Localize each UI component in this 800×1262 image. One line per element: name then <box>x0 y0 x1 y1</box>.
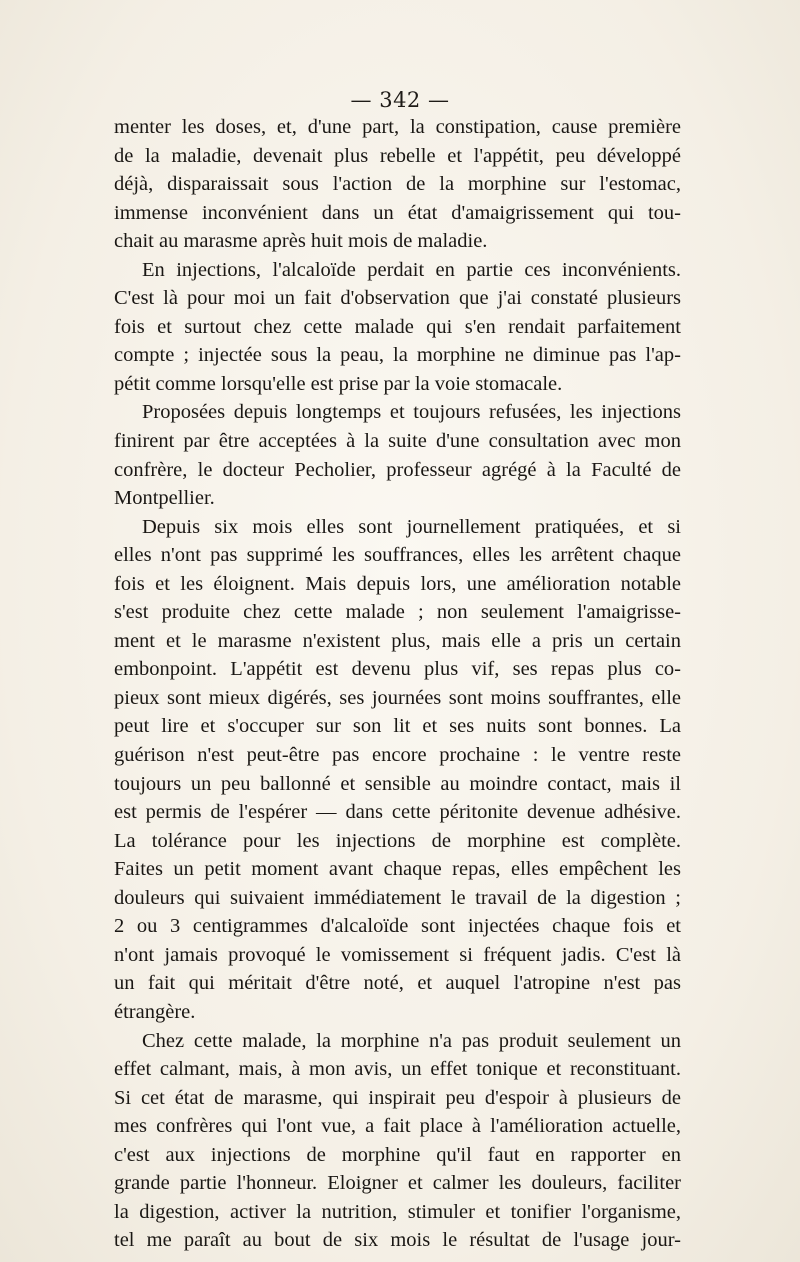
text-line: guérison n'est peut-être pas encore prochaine : le ventre reste <box>114 744 681 767</box>
text-line: est permis de l'espérer — dans cette péritonite devenue adhésive. <box>114 801 681 824</box>
text-line: toujours un peu ballonné et sensible au moindre contact, mais il <box>114 772 681 795</box>
text-line: n'ont jamais provoqué le vomissement si fréquent jadis. C'est là <box>114 943 681 966</box>
text-line: confrère, le docteur Pecholier, professeur agrégé à la Faculté de <box>114 458 681 481</box>
page-number: — 342 — <box>350 88 450 112</box>
text-line: Chez cette malade, la morphine n'a pas produit seulement un <box>142 1029 681 1052</box>
text-line: grande partie l'honneur. Eloigner et calmer les douleurs, faciliter <box>114 1172 681 1195</box>
text-line: mes confrères qui l'ont vue, a fait place à l'amélioration actuelle, <box>114 1115 681 1138</box>
text-line: 2 ou 3 centigrammes d'alcaloïde sont injectées chaque fois et <box>114 915 681 938</box>
text-line: immense inconvénient dans un état d'amaigrissement qui tou- <box>114 201 681 224</box>
text-line: un fait qui méritait d'être noté, et auquel l'atropine n'est pas <box>114 972 681 995</box>
text-line: chait au marasme après huit mois de maladie. <box>114 230 488 253</box>
text-line: Montpellier. <box>114 487 215 510</box>
body-text <box>114 113 681 1255</box>
text-line: elles n'ont pas supprimé les souffrances, elles les arrêtent chaque <box>114 544 681 567</box>
text-line: étrangère. <box>114 1000 196 1023</box>
text-line: la digestion, activer la nutrition, stimuler et tonifier l'organisme, <box>114 1200 681 1223</box>
text-line: c'est aux injections de morphine qu'il faut en rapporter en <box>114 1143 681 1166</box>
text-line: s'est produite chez cette malade ; non seulement l'amaigrisse- <box>114 601 681 624</box>
text-line: Depuis six mois elles sont journellement pratiquées, et si <box>142 515 681 538</box>
text-line: La tolérance pour les injections de morphine est complète. <box>114 829 681 852</box>
text-line: finirent par être acceptées à la suite d'une consultation avec mon <box>114 430 681 453</box>
text-line: pétit comme lorsqu'elle est prise par la voie stomacale. <box>114 372 563 395</box>
text-line: déjà, disparaissait sous l'action de la morphine sur l'estomac, <box>114 173 681 196</box>
text-line: embonpoint. L'appétit est devenu plus vif, ses repas plus co- <box>114 658 681 681</box>
text-line: fois et surtout chez cette malade qui s'en rendait parfaitement <box>114 315 681 338</box>
text-line: fois et les éloignent. Mais depuis lors, une amélioration notable <box>114 572 681 595</box>
text-line: Proposées depuis longtemps et toujours refusées, les injections <box>142 401 681 424</box>
text-line: douleurs qui suivaient immédiatement le travail de la digestion ; <box>114 886 681 909</box>
text-line: ment et le marasme n'existent plus, mais elle a pris un certain <box>114 629 681 652</box>
text-line: compte ; injectée sous la peau, la morphine ne diminue pas l'ap- <box>114 344 681 367</box>
text-line: pieux sont mieux digérés, ses journées sont moins souffrantes, elle <box>114 686 681 709</box>
text-line: Si cet état de marasme, qui inspirait peu d'espoir à plusieurs de <box>114 1086 681 1109</box>
text-line: peut lire et s'occuper sur son lit et ses nuits sont bonnes. La <box>114 715 681 738</box>
text-line: menter les doses, et, d'une part, la constipation, cause première <box>114 116 681 138</box>
text-line: effet calmant, mais, à mon avis, un effet tonique et reconstituant. <box>114 1058 681 1081</box>
text-line: En injections, l'alcaloïde perdait en partie ces inconvénients. <box>142 258 681 281</box>
text-line: tel me paraît au bout de six mois le résultat de l'usage jour- <box>114 1229 681 1252</box>
text-line: de la maladie, devenait plus rebelle et l'appétit, peu développé <box>114 144 681 167</box>
text-line: C'est là pour moi un fait d'observation que j'ai constaté plusieurs <box>114 287 681 310</box>
text-line: Faites un petit moment avant chaque repas, elles empêchent les <box>114 858 681 881</box>
